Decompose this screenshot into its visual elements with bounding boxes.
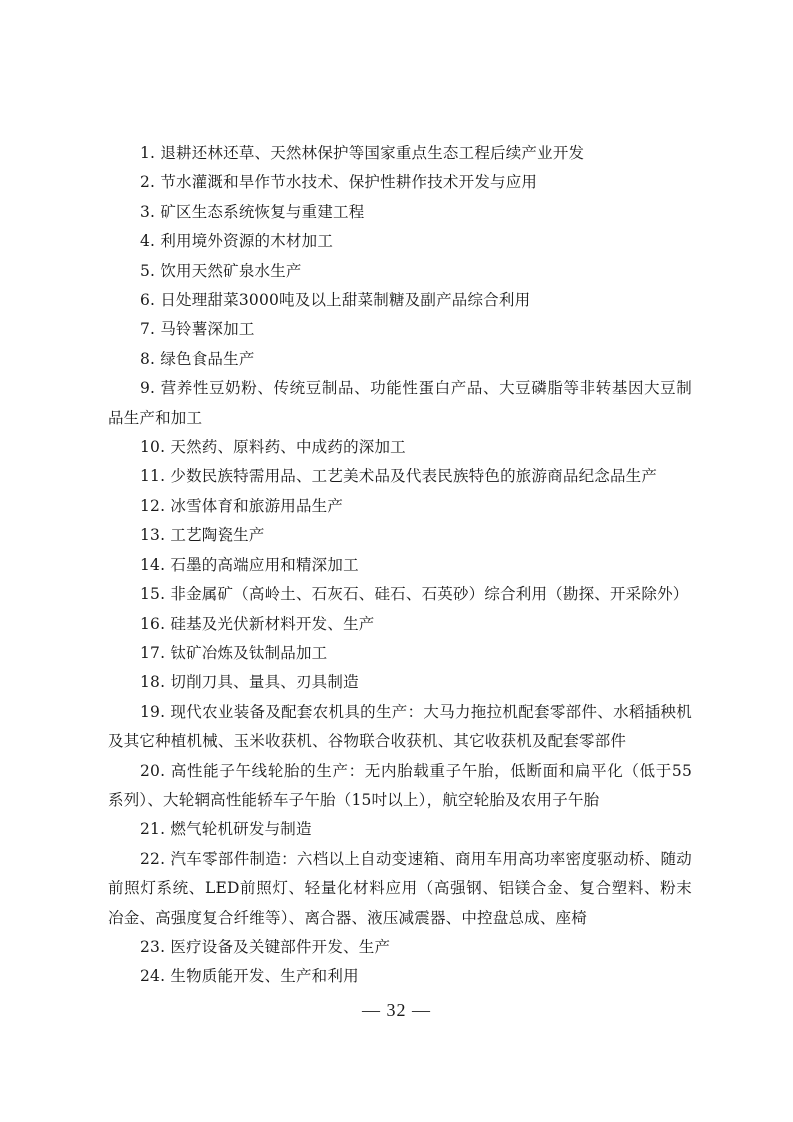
list-item: 3. 矿区生态系统恢复与重建工程 xyxy=(140,202,365,221)
list-item: 14. 石墨的高端应用和精深加工 xyxy=(140,555,359,574)
list-item: 7. 马铃薯深加工 xyxy=(140,320,255,339)
list-item: 17. 钛矿冶炼及钛制品加工 xyxy=(140,643,328,662)
list-item: 8. 绿色食品生产 xyxy=(140,349,255,368)
list-item: 9. 营养性豆奶粉、传统豆制品、功能性蛋白产品、大豆磷脂等非转基因大豆制品生产和加工 xyxy=(108,379,692,427)
list-item: 2. 节水灌溉和旱作节水技术、保护性耕作技术开发与应用 xyxy=(140,173,538,192)
list-item: 11. 少数民族特需用品、工艺美术品及代表民族特色的旅游商品纪念品生产 xyxy=(140,467,658,486)
list-item: 21. 燃气轮机研发与制造 xyxy=(140,820,312,839)
list-item: 16. 硅基及光伏新材料开发、生产 xyxy=(140,614,375,633)
list-item: 4. 利用境外资源的木材加工 xyxy=(140,232,334,251)
list-item: 22. 汽车零部件制造：六档以上自动变速箱、商用车用高功率密度驱动桥、随动前照灯系统、LED前照灯、轻量化材料应用（高强钢、铝镁合金、复合塑料、粉末冶金、高强度复合纤维等）、离合器、液压减震器、中控盘总成、座椅 xyxy=(108,849,692,927)
list-item: 13. 工艺陶瓷生产 xyxy=(140,526,265,545)
list-item: 20. 高性能子午线轮胎的生产：无内胎载重子午胎，低断面和扁平化（低于55系列）、大轮辋高性能轿车子午胎（15吋以上），航空轮胎及农用子午胎 xyxy=(108,761,692,809)
list-item: 10. 天然药、原料药、中成药的深加工 xyxy=(140,438,406,457)
page-number: — 32 — xyxy=(362,1000,431,1020)
list-item: 15. 非金属矿（高岭土、石灰石、硅石、石英砂）综合利用（勘探、开采除外） xyxy=(140,585,689,604)
list-item: 5. 饮用天然矿泉水生产 xyxy=(140,261,302,280)
list-item: 23. 医疗设备及关键部件开发、生产 xyxy=(140,937,391,956)
list-item: 18. 切削刀具、量具、刃具制造 xyxy=(140,673,359,692)
list-item: 24. 生物质能开发、生产和利用 xyxy=(140,967,359,986)
list-item: 1. 退耕还林还草、天然林保护等国家重点生态工程后续产业开发 xyxy=(140,144,585,162)
list-item: 12. 冰雪体育和旅游用品生产 xyxy=(140,496,344,515)
document-body xyxy=(108,139,692,992)
list-item: 19. 现代农业装备及配套农机具的生产：大马力拖拉机配套零部件、水稻插秧机及其它种植机械、玉米收获机、谷物联合收获机、其它收获机及配套零部件 xyxy=(108,702,692,751)
list-item: 6. 日处理甜菜3000吨及以上甜菜制糖及副产品综合利用 xyxy=(140,291,531,310)
